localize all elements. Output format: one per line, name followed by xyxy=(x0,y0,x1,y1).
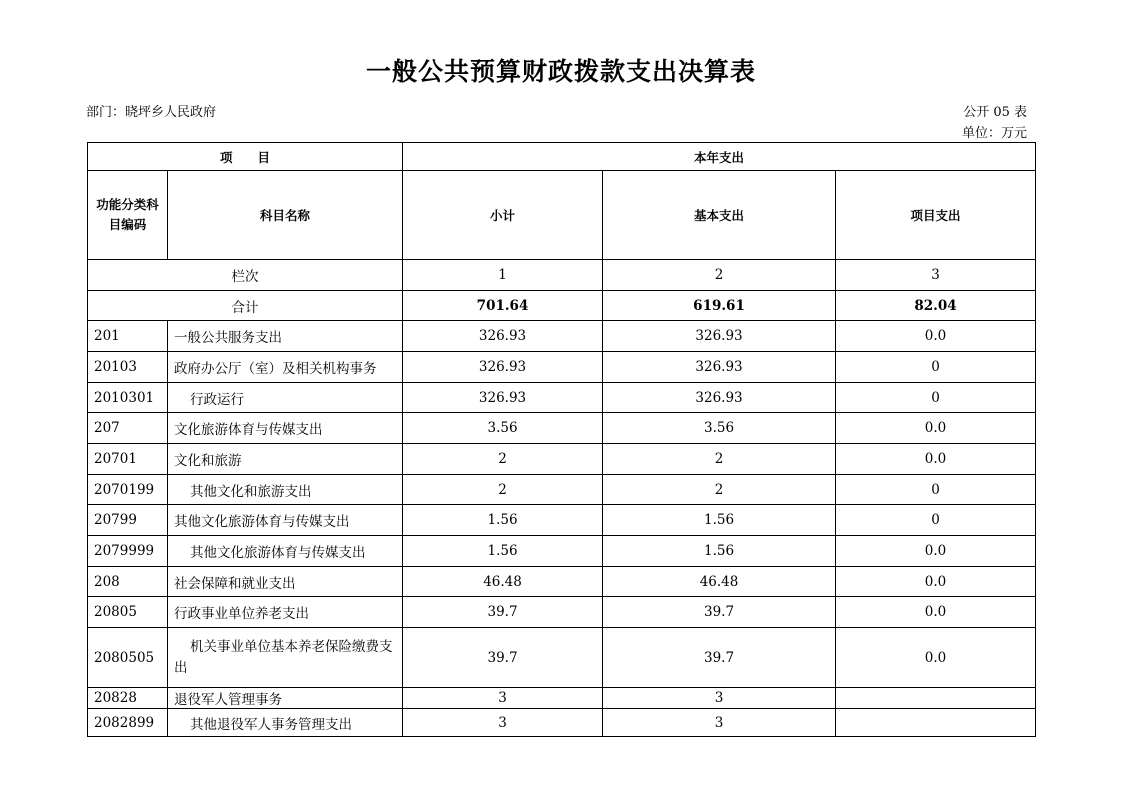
header-row-columns xyxy=(88,171,1036,260)
total-basic: 619.61 xyxy=(603,291,836,321)
row-code: 208 xyxy=(88,567,168,597)
row-code: 20805 xyxy=(88,597,168,628)
header-row-top xyxy=(88,143,1036,171)
row-code: 2079999 xyxy=(88,536,168,567)
page-title: 一般公共预算财政拨款支出决算表 xyxy=(365,57,756,86)
table-row xyxy=(88,444,1036,475)
row-code: 201 xyxy=(88,321,168,352)
row-subtotal: 326.93 xyxy=(403,383,603,413)
row-project: 0 xyxy=(836,475,1036,505)
total-subtotal: 701.64 xyxy=(403,291,603,321)
row-code: 20701 xyxy=(88,444,168,475)
row-project: 0.0 xyxy=(836,567,1036,597)
total-project: 82.04 xyxy=(836,291,1036,321)
row-subtotal: 39.7 xyxy=(403,628,603,688)
row-subtotal: 326.93 xyxy=(403,352,603,383)
row-basic: 39.7 xyxy=(603,597,836,628)
table-row xyxy=(88,597,1036,628)
row-code: 20103 xyxy=(88,352,168,383)
row-name: 文化和旅游 xyxy=(168,444,403,475)
table-row xyxy=(88,413,1036,444)
row-project: 0.0 xyxy=(836,597,1036,628)
row-name: 行政事业单位养老支出 xyxy=(168,597,403,628)
total-label: 合计 xyxy=(88,291,403,321)
row-project: 0 xyxy=(836,505,1036,536)
row-basic: 39.7 xyxy=(603,628,836,688)
row-basic: 326.93 xyxy=(603,383,836,413)
department-label: 部门：晓坪乡人民政府 xyxy=(86,105,217,120)
row-basic: 1.56 xyxy=(603,505,836,536)
row-name: 其他文化和旅游支出 xyxy=(168,475,403,505)
row-name: 行政运行 xyxy=(168,383,403,413)
row-project: 0 xyxy=(836,352,1036,383)
row-name: 政府办公厅（室）及相关机构事务 xyxy=(168,352,403,383)
row-subtotal: 1.56 xyxy=(403,536,603,567)
row-name: 社会保障和就业支出 xyxy=(168,567,403,597)
row-code: 2082899 xyxy=(88,709,168,737)
row-name: 退役军人管理事务 xyxy=(168,688,403,709)
row-code: 20799 xyxy=(88,505,168,536)
header-item: 项 目 xyxy=(88,143,403,171)
row-project: 0.0 xyxy=(836,444,1036,475)
row-project xyxy=(836,688,1036,709)
row-code: 20828 xyxy=(88,688,168,709)
column-number-label: 栏次 xyxy=(88,260,403,291)
row-subtotal: 46.48 xyxy=(403,567,603,597)
row-project: 0.0 xyxy=(836,536,1036,567)
unit-label: 单位：万元 xyxy=(961,126,1027,141)
table-row xyxy=(88,709,1036,737)
row-project: 0.0 xyxy=(836,413,1036,444)
row-name: 机关事业单位基本养老保险缴费支出 xyxy=(168,628,403,688)
total-row xyxy=(88,291,1036,321)
row-code: 2080505 xyxy=(88,628,168,688)
row-subtotal: 3 xyxy=(403,709,603,737)
row-project: 0.0 xyxy=(836,321,1036,352)
header-subtotal: 小计 xyxy=(403,171,603,260)
row-basic: 46.48 xyxy=(603,567,836,597)
table-row xyxy=(88,567,1036,597)
row-basic: 3.56 xyxy=(603,413,836,444)
column-number-3: 3 xyxy=(836,260,1036,291)
header-basic: 基本支出 xyxy=(603,171,836,260)
row-subtotal: 2 xyxy=(403,475,603,505)
row-name: 一般公共服务支出 xyxy=(168,321,403,352)
row-code: 2070199 xyxy=(88,475,168,505)
table-row xyxy=(88,536,1036,567)
row-subtotal: 1.56 xyxy=(403,505,603,536)
row-basic: 3 xyxy=(603,688,836,709)
row-subtotal: 39.7 xyxy=(403,597,603,628)
row-project xyxy=(836,709,1036,737)
row-basic: 326.93 xyxy=(603,352,836,383)
row-name: 其他退役军人事务管理支出 xyxy=(168,709,403,737)
form-number: 公开 05 表 xyxy=(963,105,1027,120)
row-basic: 2 xyxy=(603,444,836,475)
row-subtotal: 326.93 xyxy=(403,321,603,352)
row-basic: 2 xyxy=(603,475,836,505)
row-project: 0 xyxy=(836,383,1036,413)
row-subtotal: 3.56 xyxy=(403,413,603,444)
table-row xyxy=(88,321,1036,352)
table-row xyxy=(88,688,1036,709)
column-number-1: 1 xyxy=(403,260,603,291)
row-subtotal: 3 xyxy=(403,688,603,709)
row-code: 2010301 xyxy=(88,383,168,413)
header-project: 项目支出 xyxy=(836,171,1036,260)
header-name: 科目名称 xyxy=(168,171,403,260)
header-code: 功能分类科目编码 xyxy=(88,171,168,260)
table-row xyxy=(88,505,1036,536)
column-number-row xyxy=(88,260,1036,291)
row-basic: 1.56 xyxy=(603,536,836,567)
header-current-year: 本年支出 xyxy=(403,143,1036,171)
row-basic: 326.93 xyxy=(603,321,836,352)
expenditure-table xyxy=(87,142,1036,737)
table-row xyxy=(88,475,1036,505)
column-number-2: 2 xyxy=(603,260,836,291)
row-name: 文化旅游体育与传媒支出 xyxy=(168,413,403,444)
row-basic: 3 xyxy=(603,709,836,737)
table-row xyxy=(88,383,1036,413)
table-row xyxy=(88,352,1036,383)
row-project: 0.0 xyxy=(836,628,1036,688)
row-code: 207 xyxy=(88,413,168,444)
row-name: 其他文化旅游体育与传媒支出 xyxy=(168,505,403,536)
row-name: 其他文化旅游体育与传媒支出 xyxy=(168,536,403,567)
row-subtotal: 2 xyxy=(403,444,603,475)
table-row xyxy=(88,628,1036,688)
